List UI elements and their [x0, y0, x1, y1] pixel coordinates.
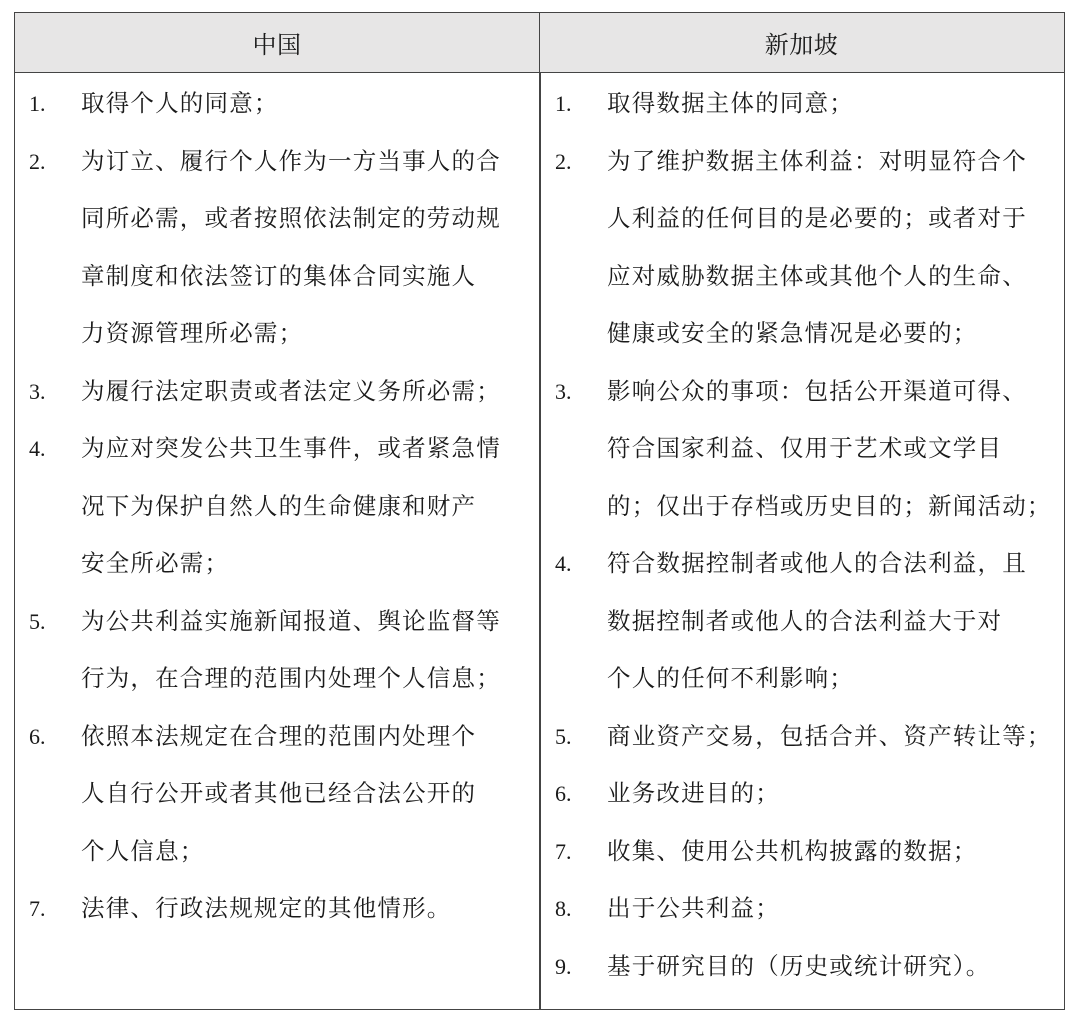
item-number: 5. [29, 608, 46, 634]
item-text: 符合数据控制者或他人的合法利益，且 数据控制者或他人的合法利益大于对 个人的任何不利影响； [607, 549, 1027, 692]
header-china: 中国 [15, 13, 540, 72]
item-number: 1. [555, 91, 572, 116]
singapore-item-9 [553, 938, 1059, 996]
item-number: 6. [555, 781, 572, 806]
item-text: 业务改进目的； [607, 779, 780, 807]
item-number: 6. [29, 723, 46, 749]
item-number: 2. [29, 148, 46, 174]
china-item-6 [27, 708, 533, 881]
china-item-4 [27, 420, 533, 593]
singapore-item-6 [553, 765, 1059, 823]
item-number: 3. [555, 378, 572, 404]
item-text: 依照本法规定在合理的范围内处理个 人自行公开或者其他已经合法公开的 个人信息； [81, 721, 477, 865]
singapore-item-1 [553, 75, 1059, 133]
singapore-item-4 [553, 535, 1059, 708]
table-header-row [15, 13, 1064, 73]
item-text: 为了维护数据主体利益：对明显符合个 人利益的任何目的是必要的；或者对于 应对威胁数据主体或其他个人的生命、 健康或安全的紧急情况是必要的； [607, 146, 1027, 347]
item-text: 取得个人的同意； [81, 89, 279, 117]
item-number: 7. [29, 896, 46, 921]
item-number: 7. [555, 838, 572, 864]
china-item-5 [27, 593, 533, 708]
item-text: 取得数据主体的同意； [607, 89, 854, 117]
item-text: 影响公众的事项：包括公开渠道可得、 符合国家利益、仅用于艺术或文学目 的；仅出于存档或历史目的；新闻活动； [607, 376, 1052, 520]
item-number: 8. [555, 896, 572, 921]
header-singapore: 新加坡 [764, 31, 839, 59]
singapore-item-2 [553, 133, 1059, 363]
singapore-item-8 [553, 880, 1059, 938]
item-text: 为订立、履行个人作为一方当事人的合 同所必需，或者按照依法制定的劳动规 章制度和依法签订的集体合同实施人 力资源管理所必需； [81, 146, 501, 347]
item-number: 2. [555, 148, 572, 174]
china-item-1 [27, 75, 533, 133]
item-text: 基于研究目的（历史或统计研究）。 [607, 951, 991, 980]
singapore-column [541, 75, 1063, 995]
singapore-item-7 [553, 823, 1059, 881]
item-number: 9. [555, 953, 572, 979]
item-text: 为公共利益实施新闻报道、舆论监督等 行为，在合理的范围内处理个人信息； [81, 606, 501, 692]
item-text: 为应对突发公共卫生事件，或者紧急情 况下为保护自然人的生命健康和财产 安全所必需； [81, 434, 501, 577]
item-number: 1. [29, 91, 46, 116]
comparison-table [14, 12, 1065, 1010]
item-number: 4. [29, 436, 46, 461]
item-text: 法律、行政法规规定的其他情形。 [81, 894, 452, 922]
singapore-item-5 [553, 708, 1059, 766]
item-text: 出于公共利益； [607, 894, 780, 922]
item-text: 为履行法定职责或者法定义务所必需； [81, 376, 501, 405]
item-number: 5. [555, 723, 572, 749]
item-number: 3. [29, 378, 46, 404]
china-column [15, 75, 539, 938]
item-text: 商业资产交易，包括合并、资产转让等； [607, 721, 1052, 750]
item-number: 4. [555, 551, 572, 576]
china-item-2 [27, 133, 533, 363]
item-text: 收集、使用公共机构披露的数据； [607, 836, 978, 865]
china-item-3 [27, 363, 533, 421]
singapore-item-3 [553, 363, 1059, 536]
china-item-7 [27, 880, 533, 938]
